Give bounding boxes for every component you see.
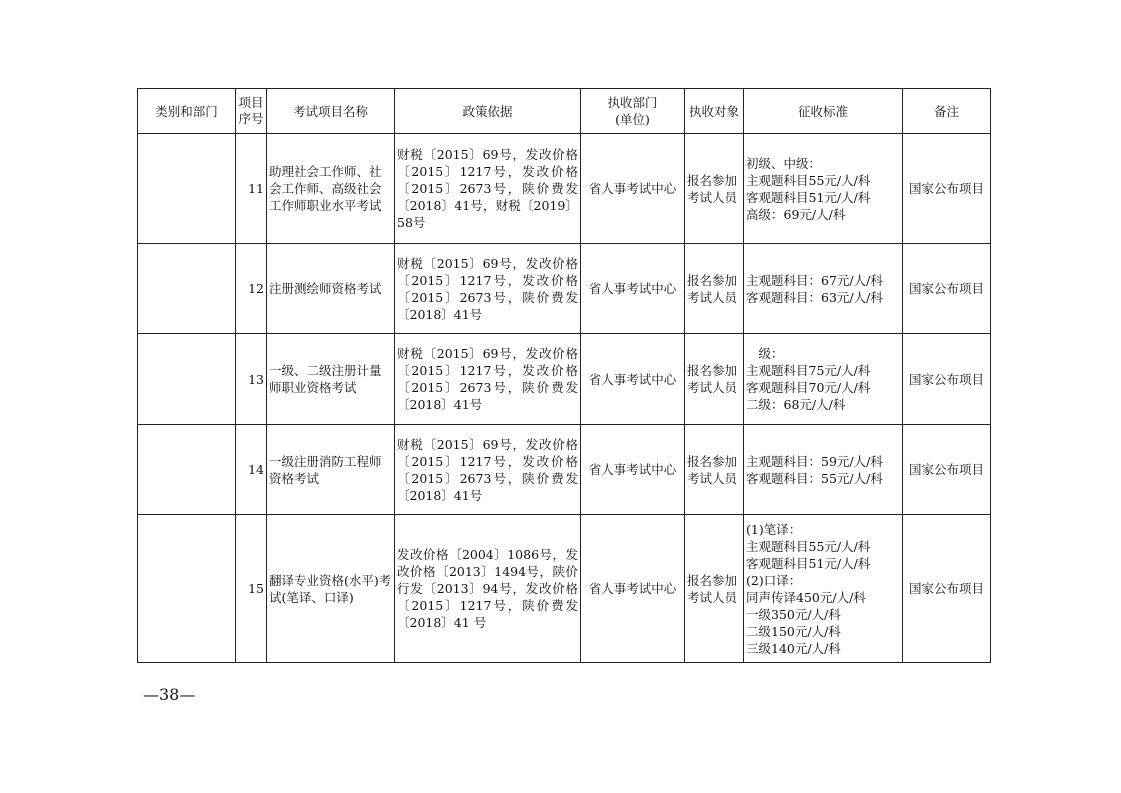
row-seq: 11 (236, 134, 267, 244)
row-remark: 国家公布项目 (903, 515, 991, 663)
row-seq: 14 (236, 425, 267, 515)
row-target: 报名参加考试人员 (685, 425, 744, 515)
standard-line: (2)口译： (746, 572, 802, 588)
row-basis: 财税〔2015〕69号，发改价格〔2015〕1217号，发改价格〔2015〕2673号，陕价费发〔2018〕41号 (395, 334, 581, 425)
table-row (138, 244, 991, 334)
row-dept: 省人事考试中心 (581, 244, 685, 334)
row-remark: 国家公布项目 (903, 334, 991, 425)
row-standard (744, 334, 903, 425)
header-category: 类别和部门 (138, 89, 236, 134)
header-seq: 项目序号 (236, 89, 267, 134)
header-dept-line1: 执收部门 (607, 95, 658, 110)
row-basis: 财税〔2015〕69号，发改价格〔2015〕1217号，发改价格〔2015〕2673号，陕价费发〔2018〕41号 (395, 244, 581, 334)
header-standard: 征收标准 (744, 89, 903, 134)
row-target: 报名参加考试人员 (685, 134, 744, 244)
row-target: 报名参加考试人员 (685, 515, 744, 663)
row-category (138, 334, 236, 425)
row-seq: 13 (236, 334, 267, 425)
row-category (138, 134, 236, 244)
row-category (138, 244, 236, 334)
row-seq: 12 (236, 244, 267, 334)
table-row (138, 515, 991, 663)
table-row (138, 425, 991, 515)
standard-line: 一级350元/人/科 (746, 606, 841, 622)
standard-line: 客观题科目：55元/人/科 (746, 470, 883, 486)
standard-line: 主观题科目55元/人/科 (746, 538, 871, 554)
table-row (138, 134, 991, 244)
row-name: 翻译专业资格(水平)考试(笔译、口译) (267, 515, 395, 663)
row-name: 助理社会工作师、社会工作师、高级社会工作师职业水平考试 (267, 134, 395, 244)
row-standard (744, 244, 903, 334)
row-standard (744, 515, 903, 663)
row-dept: 省人事考试中心 (581, 425, 685, 515)
row-basis: 财税〔2015〕69号，发改价格〔2015〕1217号，发改价格〔2015〕2673号，陕价费发〔2018〕41号，财税〔2019〕58号 (395, 134, 581, 244)
header-dept-line2: (单位) (615, 112, 650, 127)
row-target: 报名参加考试人员 (685, 334, 744, 425)
header-name: 考试项目名称 (267, 89, 395, 134)
standard-line: 客观题科目：63元/人/科 (746, 289, 883, 305)
header-target: 执收对象 (685, 89, 744, 134)
standard-line: 主观题科目55元/人/科 (746, 172, 871, 188)
row-name: 注册测绘师资格考试 (267, 244, 395, 334)
row-category (138, 425, 236, 515)
row-standard (744, 425, 903, 515)
row-name: 一级注册消防工程师资格考试 (267, 425, 395, 515)
row-basis: 财税〔2015〕69号，发改价格〔2015〕1217号，发改价格〔2015〕2673号，陕价费发〔2018〕41号 (395, 425, 581, 515)
header-dept (581, 89, 685, 134)
standard-line: 主观题科目：59元/人/科 (746, 453, 883, 469)
row-dept: 省人事考试中心 (581, 134, 685, 244)
table-header-row (138, 89, 991, 134)
standard-line: 二级：68元/人/科 (746, 397, 846, 412)
row-dept: 省人事考试中心 (581, 515, 685, 663)
row-name: 一级、二级注册计量师职业资格考试 (267, 334, 395, 425)
standard-line: 级： (746, 346, 784, 361)
standard-line: 客观题科目70元/人/科 (746, 380, 871, 395)
row-seq: 15 (236, 515, 267, 663)
header-basis: 政策依据 (395, 89, 581, 134)
table-row (138, 334, 991, 425)
row-dept: 省人事考试中心 (581, 334, 685, 425)
standard-line: 三级140元/人/科 (746, 640, 841, 656)
row-standard (744, 134, 903, 244)
standard-line: 客观题科目51元/人/科 (746, 555, 871, 571)
standard-line: 主观题科目75元/人/科 (746, 363, 871, 378)
standard-line: 二级150元/人/科 (746, 623, 841, 639)
standard-line: 同声传译450元/人/科 (746, 589, 866, 605)
row-basis: 发改价格〔2004〕1086号，发改价格〔2013〕1494号，陕价行发〔2013〕94号，发改价格〔2015〕1217号，陕价费发〔2018〕41 号 (395, 515, 581, 663)
standard-line: 主观题科目：67元/人/科 (746, 272, 883, 288)
row-remark: 国家公布项目 (903, 244, 991, 334)
standard-line: 初级、中级： (746, 155, 822, 171)
header-remark: 备注 (903, 89, 991, 134)
row-remark: 国家公布项目 (903, 134, 991, 244)
row-category (138, 515, 236, 663)
row-remark: 国家公布项目 (903, 425, 991, 515)
page-number: —38— (143, 685, 196, 704)
row-target: 报名参加考试人员 (685, 244, 744, 334)
fee-table (137, 88, 991, 663)
standard-line: 高级：69元/人/科 (746, 206, 846, 222)
standard-line: 客观题科目51元/人/科 (746, 189, 871, 205)
standard-line: (1)笔译： (746, 521, 802, 537)
